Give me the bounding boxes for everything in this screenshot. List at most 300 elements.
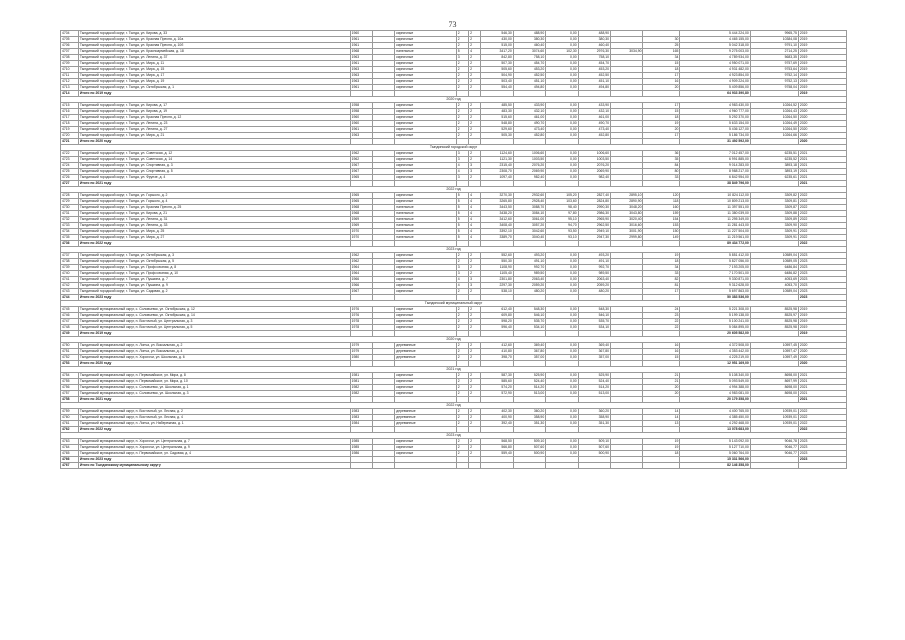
table-cell: 5 — [456, 199, 468, 205]
table-cell: 10939,01 — [750, 421, 798, 427]
table-cell: кирпичные — [395, 109, 456, 115]
table-cell — [395, 463, 456, 469]
table-cell: 5 127 710,00 — [680, 445, 750, 451]
table-cell: 2022 — [798, 421, 846, 427]
table-cell: 4722 — [61, 151, 79, 157]
table-cell: 2059,20 — [578, 283, 610, 289]
table-cell: 989,50 — [513, 271, 545, 277]
table-cell: 1982 — [350, 385, 372, 391]
table-cell: 2021 — [798, 163, 846, 169]
table-cell: 3389,70 — [481, 235, 513, 241]
table-cell: 3 — [456, 151, 468, 157]
table-cell: 2 — [456, 451, 468, 457]
table-cell: 2 — [456, 307, 468, 313]
table-cell: Итого по Тындинскому муниципальному округу — [78, 463, 350, 469]
table-cell: 3043,80 — [611, 211, 643, 217]
table-cell: 4747 — [61, 319, 79, 325]
table-cell: 2019 — [798, 31, 846, 37]
table-cell: 574,20 — [481, 385, 513, 391]
table-cell: 453,20 — [513, 67, 545, 73]
table-cell: 3057,20 — [513, 223, 545, 229]
table-cell: 3438,20 — [481, 211, 513, 217]
table-cell: 15 331 566,00 — [680, 457, 750, 463]
table-cell: 9046,78 — [750, 439, 798, 445]
table-cell: 4 353 442,00 — [680, 349, 750, 355]
table-cell: 2976,30 — [578, 49, 610, 55]
table-cell: 2 — [469, 445, 481, 451]
table-cell: 2 — [469, 313, 481, 319]
table-cell: 535,70 — [578, 319, 610, 325]
table-cell: 1003,50 — [578, 157, 610, 163]
table-cell: 2020 — [798, 127, 846, 133]
table-cell: 507,30 — [481, 61, 513, 67]
table-cell: 0,00 — [546, 343, 578, 349]
table-cell: Тындинский муниципальный округ, п. Лопча, ул. Набережная, д. 1 — [78, 421, 350, 427]
table-cell: 490,70 — [513, 121, 545, 127]
table-cell: 1963 — [350, 67, 372, 73]
table-cell: 2 — [456, 73, 468, 79]
table-cell: Тындинский городской округ, г. Тында, ул. Ленина, д. 23 — [78, 121, 350, 127]
table-cell: Тындинский городской округ, г. Тында, ул. Спортивная, д. 5 — [78, 169, 350, 175]
table-cell: 13 — [643, 421, 680, 427]
table-cell: 81 — [643, 283, 680, 289]
table-cell: Тындинский городской округ, г. Тында, ул. Пушкина, д. 9 — [78, 283, 350, 289]
table-cell: 0,00 — [546, 109, 578, 115]
table-cell: Итого по 2021 году — [78, 397, 350, 403]
table-cell: 4720 — [61, 133, 79, 139]
table-cell: панельные — [395, 235, 456, 241]
table-cell: 0,00 — [546, 121, 578, 127]
table-cell: 1097,40 — [481, 175, 513, 181]
table-cell: 4714 — [61, 91, 79, 97]
table-cell: 4732 — [61, 217, 79, 223]
table-cell: 4741 — [61, 277, 79, 283]
table-cell: Итого по 2023 году — [78, 457, 350, 463]
table-cell: 5 851 412,00 — [680, 253, 750, 259]
table-cell: кирпичные — [395, 43, 456, 49]
table-cell: 0,00 — [546, 127, 578, 133]
table-cell: 2020 — [798, 361, 846, 367]
table-cell: 2076,20 — [513, 163, 545, 169]
table-cell: 8698,00 — [750, 385, 798, 391]
table-cell: 2 — [469, 421, 481, 427]
table-cell: кирпичные — [395, 121, 456, 127]
table-cell: 2022 — [798, 427, 846, 433]
table-cell: 105,20 — [546, 193, 578, 199]
table-cell: 1976 — [350, 313, 372, 319]
table-cell: 453,20 — [578, 67, 610, 73]
table-cell: панельные — [395, 205, 456, 211]
table-cell: 4704 — [61, 31, 79, 37]
table-cell: 3309,87 — [750, 205, 798, 211]
table-cell: 1105,40 — [481, 271, 513, 277]
table-cell: 2069,90 — [578, 169, 610, 175]
table-cell: 1958 — [350, 109, 372, 115]
table-cell: 2 — [469, 307, 481, 313]
table-cell: 1968 — [350, 205, 372, 211]
table-cell: 2 — [456, 373, 468, 379]
table-cell: 3309,82 — [750, 193, 798, 199]
table-cell: 20 — [643, 85, 680, 91]
table-cell: кирпичные — [395, 451, 456, 457]
table-cell: 4 — [469, 235, 481, 241]
table-cell: 380,30 — [513, 37, 545, 43]
section-title: Тындинский муниципальный округ — [61, 301, 847, 307]
table-cell: 525,90 — [513, 373, 545, 379]
table-cell: 3061,00 — [513, 217, 545, 223]
table-cell: 2 — [469, 151, 481, 157]
table-cell: 22 — [643, 325, 680, 331]
table-cell: 165 — [643, 49, 680, 55]
table-cell: 2 — [456, 343, 468, 349]
table-cell: 19 — [643, 439, 680, 445]
table-cell: 5 — [456, 49, 468, 55]
table-cell: 432,10 — [578, 109, 610, 115]
table-cell: 4713 — [61, 85, 79, 91]
table-cell: 2020 — [798, 121, 846, 127]
table-cell: 8698,00 — [750, 373, 798, 379]
table-cell: Тындинский городской округ, г. Тында, ул. Профсоюзная, д. 8 — [78, 265, 350, 271]
table-cell: 490,70 — [578, 121, 610, 127]
table-cell: Тындинский городской округ, г. Тында, ул. Горького, д. 2 — [78, 193, 350, 199]
page-number: 73 — [448, 20, 457, 29]
table-cell: 21 — [643, 379, 680, 385]
table-cell: 4 950 071,00 — [680, 61, 750, 67]
table-cell: 514,20 — [513, 385, 545, 391]
table-cell: 9 014 283,00 — [680, 163, 750, 169]
table-cell: 0,00 — [546, 373, 578, 379]
table-cell: 4 — [469, 217, 481, 223]
table-cell: Тындинский муниципальный округ, п. Хорогочи, ул. Центральная, д. 9 — [78, 445, 350, 451]
table-cell: 0,00 — [546, 277, 578, 283]
table-cell: 4715 — [61, 103, 79, 109]
table-cell — [372, 463, 394, 469]
table-cell: 0,00 — [546, 283, 578, 289]
table-cell: 400,90 — [481, 415, 513, 421]
table-cell: 2020 — [798, 115, 846, 121]
table-cell: 16 — [643, 349, 680, 355]
table-cell: 0,00 — [546, 421, 578, 427]
table-cell: 491,10 — [513, 259, 545, 265]
table-cell: 2019 — [798, 49, 846, 55]
table-cell: кирпичные — [395, 307, 456, 313]
table-cell: 0,00 — [546, 259, 578, 265]
table-cell: Тындинский городской округ, г. Тында, ул. Кирова, д. 17 — [78, 103, 350, 109]
table-cell: 4 — [456, 169, 468, 175]
table-cell: 4758 — [61, 397, 79, 403]
table-cell: 0,00 — [546, 325, 578, 331]
table-cell: 507,60 — [578, 445, 610, 451]
table-cell: 2 — [469, 55, 481, 61]
table-cell: 4763 — [61, 439, 79, 445]
table-cell: 7 170 501,00 — [680, 271, 750, 277]
table-cell: 120 — [643, 193, 680, 199]
table-cell: кирпичные — [395, 103, 456, 109]
table-cell: 2023 — [798, 277, 846, 283]
table-cell: панельные — [395, 223, 456, 229]
table-cell: 1969 — [350, 223, 372, 229]
table-cell: 2023 — [798, 283, 846, 289]
table-cell: 509,10 — [513, 439, 545, 445]
table-cell: 34 — [643, 55, 680, 61]
table-cell: Итого по 2020 году — [78, 139, 350, 145]
table-cell: 2019 — [798, 91, 846, 97]
table-cell: кирпичные — [395, 325, 456, 331]
table-cell: 1966 — [350, 283, 372, 289]
table-cell: 2022 — [798, 241, 846, 247]
table-cell: 1981 — [350, 373, 372, 379]
table-cell: 369,40 — [578, 343, 610, 349]
table-cell: Итого по 2020 году — [78, 361, 350, 367]
table-body — [61, 31, 847, 469]
table-cell: 4053,70 — [750, 283, 798, 289]
table-cell: 0,00 — [546, 379, 578, 385]
table-cell: 4708 — [61, 55, 79, 61]
table-cell: 18 — [643, 451, 680, 457]
table-cell — [481, 463, 513, 469]
table-cell: 1976 — [350, 307, 372, 313]
table-cell: 150 — [643, 229, 680, 235]
table-cell: 2021 — [798, 385, 846, 391]
table-cell: Тындинский городской округ, г. Тында, ул. Ленина, д. 31 — [78, 217, 350, 223]
table-cell: 2 — [456, 121, 468, 127]
table-cell: 2 — [469, 37, 481, 43]
table-cell: 538,10 — [481, 289, 513, 295]
table-cell: 4 — [469, 49, 481, 55]
table-cell: деревянные — [395, 349, 456, 355]
table-cell: Тындинский городской округ, г. Тында, ул. Кирова, д. 21 — [78, 211, 350, 217]
table-cell: 5 060 764,00 — [680, 451, 750, 457]
table-cell: 9752,14 — [750, 73, 798, 79]
table-cell: 2021 — [798, 397, 846, 403]
table-cell: 513,00 — [578, 391, 610, 397]
table-cell: 2 — [456, 259, 468, 265]
table-cell: Тындинский муниципальный округ, с. Соловьевск, ул. Школьная, д. 1 — [78, 385, 350, 391]
table-cell: 4707 — [61, 49, 79, 55]
table-cell: 11 397 551,00 — [680, 205, 750, 211]
table-cell: 3 — [456, 55, 468, 61]
table-cell: 2 — [469, 109, 481, 115]
table-cell: 2 — [469, 415, 481, 421]
table-cell: 1963 — [350, 73, 372, 79]
table-cell: 153 — [643, 223, 680, 229]
table-cell: 3893,19 — [750, 169, 798, 175]
table-cell: 0,00 — [546, 265, 578, 271]
table-cell: 505,60 — [481, 67, 513, 73]
table-cell: 0,00 — [546, 385, 578, 391]
table-cell: 491,10 — [578, 259, 610, 265]
section-title: 2022 год — [61, 403, 847, 409]
table-cell: 4726 — [61, 175, 79, 181]
table-cell: 2 — [456, 109, 468, 115]
table-cell: 2020 — [798, 343, 846, 349]
table-cell: 598,20 — [481, 319, 513, 325]
table-cell: 493,20 — [578, 253, 610, 259]
table-cell: Тындинский муниципальный округ, п. Восточный, ул. Лесная, д. 2 — [78, 409, 350, 415]
table-cell: Тындинский городской округ, г. Тында, ул. Советская, д. 14 — [78, 157, 350, 163]
table-cell: 10384,08 — [750, 37, 798, 43]
table-cell: кирпичные — [395, 133, 456, 139]
table-cell: 11 295 349,00 — [680, 217, 750, 223]
table-cell: 4755 — [61, 379, 79, 385]
table-cell: 9965,75 — [750, 31, 798, 37]
table-cell: Тындинский муниципальный округ, п. Лопча, ул. Вокзальная, д. 4 — [78, 349, 350, 355]
table-cell: 2023 — [798, 253, 846, 259]
table-cell: 992,70 — [513, 265, 545, 271]
table-cell: 525,90 — [578, 373, 610, 379]
table-cell: 4 — [469, 229, 481, 235]
table-cell: 4764 — [61, 445, 79, 451]
table-cell: 10939,01 — [750, 409, 798, 415]
table-cell: 2019 — [798, 67, 846, 73]
table-cell: 2 — [469, 355, 481, 361]
table-cell: 2022 — [798, 409, 846, 415]
table-cell: 30 — [643, 37, 680, 43]
table-cell: 493,20 — [513, 253, 545, 259]
table-cell: 33 — [643, 271, 680, 277]
table-cell: 2019 — [798, 61, 846, 67]
table-cell: 524,40 — [513, 379, 545, 385]
table-cell: 3 — [469, 283, 481, 289]
table-cell: Тындинский муниципальный округ, п. Лопча, ул. Вокзальная, д. 2 — [78, 343, 350, 349]
table-cell: 2019 — [798, 85, 846, 91]
table-cell: 500,90 — [578, 451, 610, 457]
table-cell: 4 292 468,00 — [680, 421, 750, 427]
table-cell: 2022 — [798, 199, 846, 205]
table-cell: 1121,30 — [481, 157, 513, 163]
table-cell: 98,40 — [546, 205, 578, 211]
table-cell: 9758,04 — [750, 85, 798, 91]
table-cell: 4751 — [61, 349, 79, 355]
table-cell: Итого по 2019 году — [78, 91, 350, 97]
table-cell: 4761 — [61, 421, 79, 427]
table-cell: 102,30 — [546, 49, 578, 55]
table-cell: 367,80 — [578, 349, 610, 355]
table-cell: 12 951 169,00 — [680, 361, 750, 367]
table-cell: 118 — [643, 199, 680, 205]
table-cell: 50 383 536,00 — [680, 295, 750, 301]
table-cell: 3034,90 — [611, 49, 643, 55]
table-cell: 3 — [469, 169, 481, 175]
table-cell: 1968 — [350, 49, 372, 55]
table-cell: 1960 — [350, 115, 372, 121]
table-cell: Тындинский городской округ, г. Тында, ул. Мира, д. 27 — [78, 235, 350, 241]
table-cell: 0,00 — [546, 55, 578, 61]
table-cell: 94,70 — [546, 223, 578, 229]
table-cell: 585,60 — [481, 379, 513, 385]
table-cell: кирпичные — [395, 319, 456, 325]
table-cell: Тындинский городской округ, г. Тында, ул. Красноармейская, д. 18 — [78, 49, 350, 55]
table-cell: 22 — [643, 319, 680, 325]
table-cell: 2 — [456, 319, 468, 325]
table-cell: 6235,52 — [750, 157, 798, 163]
table-cell: 1964 — [350, 265, 372, 271]
table-cell: 1965 — [350, 199, 372, 205]
table-cell: 2 — [456, 391, 468, 397]
table-cell: 2 — [456, 415, 468, 421]
table-cell: 9 312 628,00 — [680, 283, 750, 289]
table-cell: 3417,20 — [481, 49, 513, 55]
table-cell: 4 — [456, 277, 468, 283]
table-cell: Тындинский городской округ, г. Тында, ул. Красная Пресня, д. 25 — [78, 205, 350, 211]
table-cell: 2308,70 — [481, 169, 513, 175]
table-cell: 3040,40 — [513, 235, 545, 241]
table-cell: кирпичные — [395, 55, 456, 61]
table-cell: 3 — [469, 277, 481, 283]
table-cell: 9046,77 — [750, 451, 798, 457]
table-cell: 4750 — [61, 343, 79, 349]
table-cell: 2022 — [798, 193, 846, 199]
table-cell: 989,50 — [578, 271, 610, 277]
table-cell: 2023 — [798, 295, 846, 301]
table-cell: 2 — [456, 325, 468, 331]
table-cell: 36 — [643, 151, 680, 157]
table-cell: 4725 — [61, 169, 79, 175]
table-cell: кирпичные — [395, 157, 456, 163]
table-cell: 6486,82 — [750, 271, 798, 277]
table-cell: 5683,35 — [750, 55, 798, 61]
table-cell: 410,80 — [481, 349, 513, 355]
table-cell: 8525,98 — [750, 307, 798, 313]
table-cell: 3309,89 — [750, 217, 798, 223]
table-cell: 1960 — [350, 31, 372, 37]
table-cell: 20 605 582,00 — [680, 331, 750, 337]
table-cell: 392,40 — [481, 421, 513, 427]
table-wrapper — [60, 30, 847, 623]
table-cell: деревянные — [395, 421, 456, 427]
table-cell: 0,00 — [546, 157, 578, 163]
table-cell: 4 983 081,00 — [680, 391, 750, 397]
table-cell: 2 — [469, 73, 481, 79]
table-cell: 4709 — [61, 61, 79, 67]
table-cell — [750, 463, 798, 469]
table-cell: 3270,30 — [481, 193, 513, 199]
table-cell: 2 — [456, 103, 468, 109]
table-cell: 3392,10 — [481, 229, 513, 235]
table-cell: 513,00 — [513, 391, 545, 397]
table-cell: 4719 — [61, 127, 79, 133]
table-cell: панельные — [395, 217, 456, 223]
table-cell: 11 281 443,00 — [680, 223, 750, 229]
table-cell: 2 — [469, 157, 481, 163]
table-cell: 2890,90 — [611, 199, 643, 205]
table-cell: 0,00 — [546, 445, 578, 451]
table-cell: Итого по 2023 году — [78, 295, 350, 301]
table-cell: 5 633 154,00 — [680, 121, 750, 127]
table-cell: 1970 — [350, 235, 372, 241]
table-cell: 2 — [456, 421, 468, 427]
table-cell: 2 — [456, 79, 468, 85]
table-cell: 3893,18 — [750, 163, 798, 169]
table-cell: 357,00 — [513, 355, 545, 361]
table-cell: кирпичные — [395, 73, 456, 79]
table-cell: 2021 — [798, 181, 846, 187]
table-cell: 5 186 734,00 — [680, 133, 750, 139]
table-cell: 0,00 — [546, 73, 578, 79]
table-cell: 2020 — [798, 109, 846, 115]
table-cell: кирпичные — [395, 259, 456, 265]
table-cell: Тындинский муниципальный округ, с. Соловьевск, ул. Школьная, д. 3 — [78, 391, 350, 397]
table-cell: кирпичные — [395, 277, 456, 283]
table-cell: 1985 — [350, 439, 372, 445]
table-cell: 2020 — [798, 355, 846, 361]
table-cell: 10264,49 — [750, 121, 798, 127]
table-cell: 842,80 — [481, 55, 513, 61]
table-cell: Тындинский городской округ, г. Тында, ул. Красная Пресня, д. 10б — [78, 43, 350, 49]
table-cell: кирпичные — [395, 79, 456, 85]
table-cell: 3 — [456, 271, 468, 277]
table-cell: 4746 — [61, 313, 79, 319]
